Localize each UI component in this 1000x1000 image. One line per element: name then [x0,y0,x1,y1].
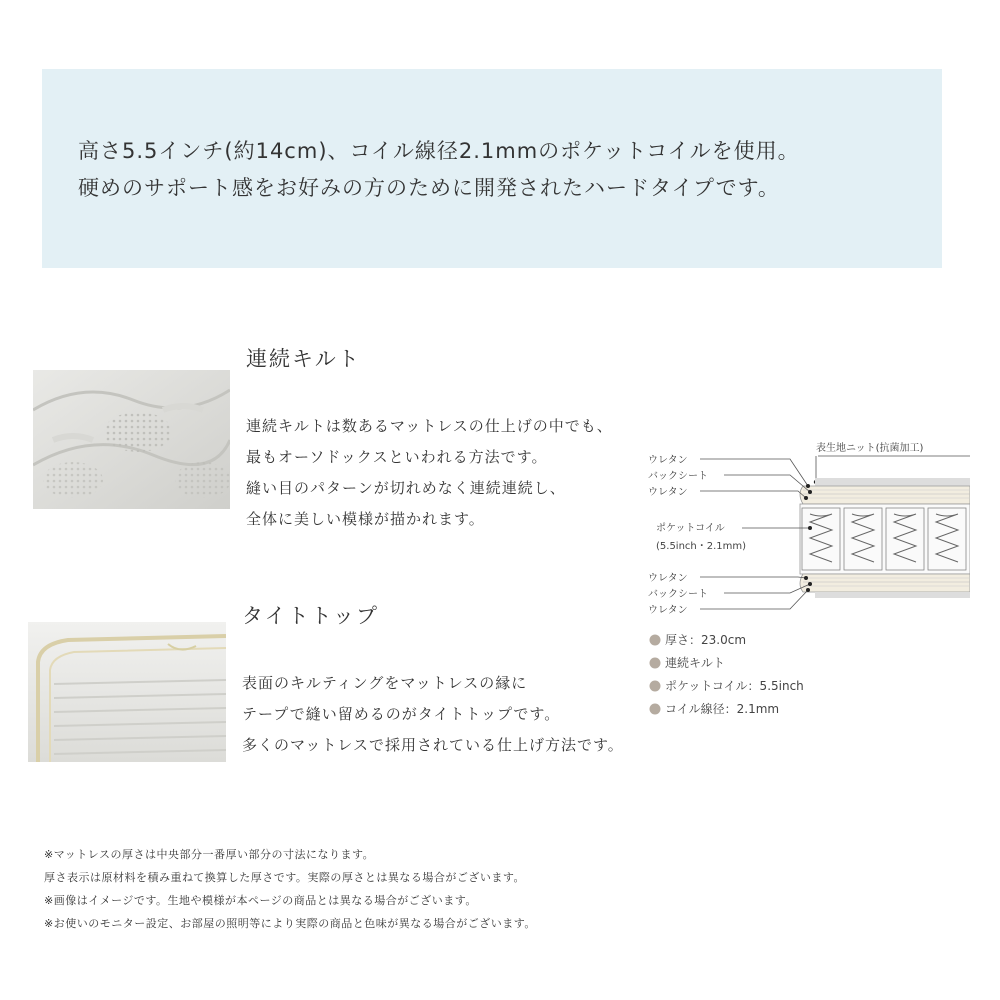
tight-top-line-1: 表面のキルティングをマットレスの縁に [242,674,528,692]
spec-bullet-3 [650,681,661,692]
spec-coil-wire: コイル線径：2.1mm [665,702,780,716]
intro-line-2: 硬めのサポート感をお好みの方のために開発されたハードタイプです。 [78,176,780,200]
note-1: ※マットレスの厚さは中央部分一番厚い部分の寸法になります。 [44,848,375,861]
quilt-description [246,411,613,535]
mattress-cross-section-diagram [640,430,970,730]
quilt-title: 連続キルト [246,347,361,371]
quilt-line-1: 連続キルトは数あるマットレスの仕上げの中でも、 [246,417,613,435]
intro-text [78,133,800,207]
quilt-photo [33,370,230,509]
top-fabric-label: 表生地ニット(抗菌加工) [816,443,924,454]
tight-top-line-2: テープで縫い留めるのがタイトトップです。 [242,705,561,723]
quilt-line-2: 最もオーソドックスといわれる方法です。 [246,448,548,466]
spec-bullet-1 [650,635,661,646]
tight-top-description [242,668,624,761]
tight-top-line-3: 多くのマットレスで採用されている仕上げ方法です。 [242,736,624,754]
pocket-coil-label: ポケットコイル [656,523,725,534]
lower-urethane-1-label: ウレタン [648,573,688,584]
note-3: ※画像はイメージです。生地や模様が本ページの商品とは異なる場合がございます。 [44,894,477,907]
spec-thickness: 厚さ：23.0cm [665,633,747,647]
lower-backsheet-label: バックシート [648,589,708,600]
spec-bullet-4 [650,704,661,715]
pocket-coil-spec-label: (5.5inch・2.1mm) [656,541,747,552]
quilt-line-4: 全体に美しい模様が描かれます。 [246,510,485,528]
upper-backsheet-label: バックシート [648,471,708,482]
spec-quilt: 連続キルト [665,656,725,670]
spec-pocket-coil: ポケットコイル：5.5inch [665,679,804,693]
intro-box [42,69,942,268]
footnotes [44,843,536,935]
note-2: 厚さ表示は原材料を積み重ねて換算した厚さです。実際の厚さとは異なる場合がございます。 [44,871,525,884]
quilt-line-3: 縫い目のパターンが切れめなく連続連続し、 [246,479,566,497]
upper-urethane-1-label: ウレタン [648,455,688,466]
upper-urethane-2-label: ウレタン [648,487,688,498]
note-4: ※お使いのモニター設定、お部屋の照明等により実際の商品と色味が異なる場合がございます。 [44,917,536,930]
tight-top-photo [28,622,226,762]
tight-top-title: タイトトップ [242,604,379,628]
spec-bullet-2 [650,658,661,669]
lower-urethane-2-label: ウレタン [648,605,688,616]
intro-line-1: 高さ5.5インチ(約14cm)、コイル線径2.1mmのポケットコイルを使用。 [78,139,800,163]
